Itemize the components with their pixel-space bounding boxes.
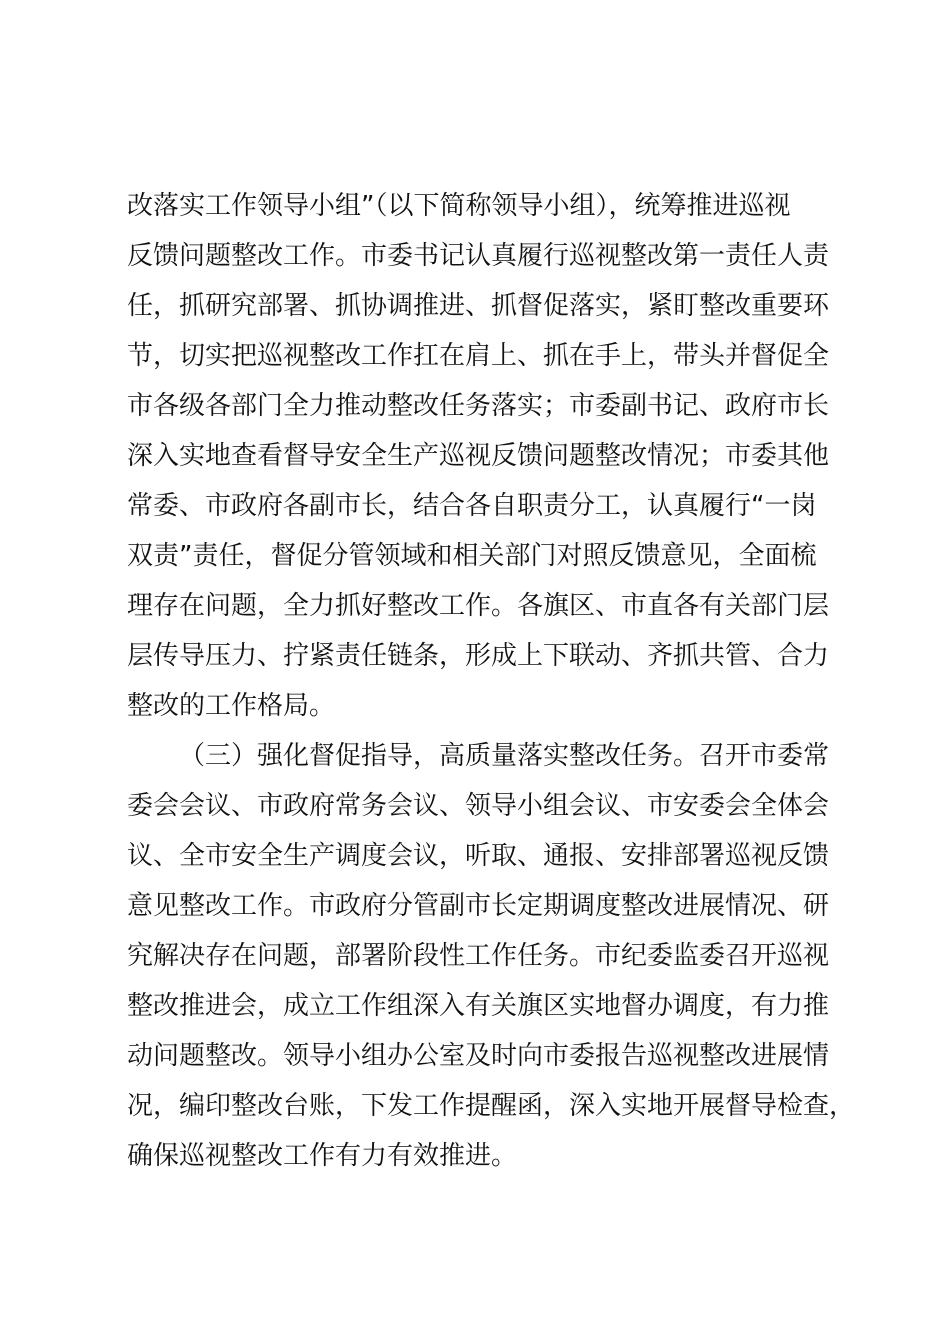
- text-line: 市各级各部门全力推动整改任务落实；市委副书记、政府市长: [127, 391, 830, 421]
- document-body: [127, 181, 867, 1181]
- text-line: 意见整改工作。市政府分管副市长定期调度整改进展情况、研: [127, 891, 830, 921]
- text-line: 双责”责任，督促分管领域和相关部门对照反馈意见，全面梳: [127, 541, 817, 571]
- text-line: 理存在问题，全力抓好整改工作。各旗区、市直各有关部门层: [127, 591, 830, 621]
- text-line: 确保巡视整改工作有力有效推进。: [127, 1141, 518, 1171]
- text-line: 任，抓研究部署、抓协调推进、抓督促落实，紧盯整改重要环: [127, 291, 830, 321]
- text-line: 动问题整改。领导小组办公室及时向市委报告巡视整改进展情: [127, 1041, 830, 1071]
- section-heading-line: （三）强化督促指导，高质量落实整改任务。召开市委常: [179, 741, 830, 771]
- text-line: 反馈问题整改工作。市委书记认真履行巡视整改第一责任人责: [127, 241, 830, 271]
- text-line: 究解决存在问题，部署阶段性工作任务。市纪委监委召开巡视: [127, 941, 830, 971]
- text-line: 层传导压力、拧紧责任链条，形成上下联动、齐抓共管、合力: [127, 641, 830, 671]
- text-line: 整改推进会，成立工作组深入有关旗区实地督办调度，有力推: [127, 991, 830, 1021]
- text-line: 深入实地查看督导安全生产巡视反馈问题整改情况；市委其他: [127, 441, 830, 471]
- text-line: 委会会议、市政府常务会议、领导小组会议、市安委会全体会: [127, 791, 830, 821]
- text-line: 议、全市安全生产调度会议，听取、通报、安排部署巡视反馈: [127, 841, 830, 871]
- text-line: 常委、市政府各副市长，结合各自职责分工，认真履行“一岗: [127, 491, 817, 521]
- text-line: 况，编印整改台账，下发工作提醒函，深入实地开展督导检查，: [127, 1091, 856, 1121]
- paragraph-supervision-guidance: [127, 731, 867, 1181]
- text-line: 整改的工作格局。: [127, 691, 336, 721]
- text-line: 节，切实把巡视整改工作扛在肩上、抓在手上，带头并督促全: [127, 341, 830, 371]
- text-line: 改落实工作领导小组”（以下简称领导小组），统筹推进巡视: [127, 191, 791, 221]
- paragraph-leadership-group: [127, 181, 867, 731]
